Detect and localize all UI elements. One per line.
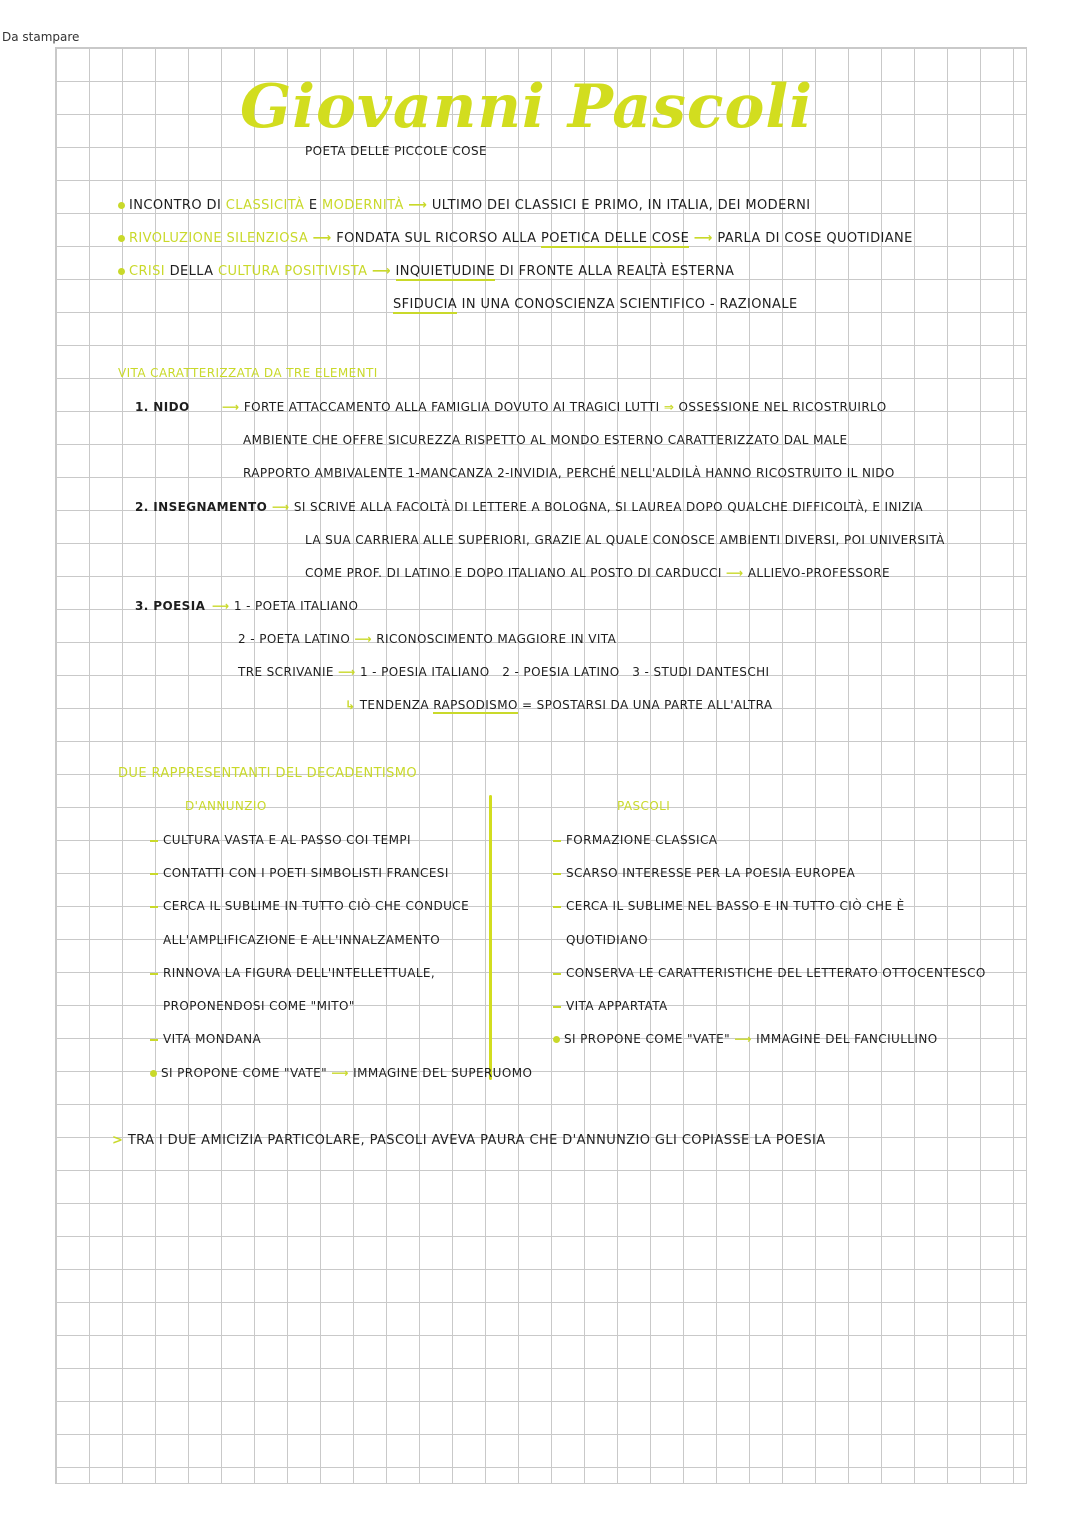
bullet-dot-icon bbox=[553, 1036, 560, 1043]
insegnamento-label: 2. INSEGNAMENTO bbox=[135, 500, 268, 514]
pascoli-item bbox=[553, 966, 986, 980]
text: DI FRONTE ALLA REALTÀ ESTERNA bbox=[499, 264, 735, 279]
nido-line-2: AMBIENTE CHE OFFRE SICUREZZA RISPETTO AL MONDO ESTERNO CARATTERIZZATO DAL MALE bbox=[243, 433, 848, 447]
dash-bullet-icon bbox=[553, 906, 561, 908]
arrow-right-icon: ⟶ bbox=[354, 632, 373, 646]
text: INCONTRO DI bbox=[129, 198, 222, 213]
text: CRISI bbox=[129, 264, 166, 279]
dannunzio-vate bbox=[150, 1066, 532, 1080]
text: = SPOSTARSI DA UNA PARTE ALL'ALTRA bbox=[522, 698, 773, 712]
pascoli-item bbox=[553, 833, 717, 847]
dash-bullet-icon bbox=[150, 973, 158, 975]
arrow-right-icon: ⟶ bbox=[693, 231, 713, 246]
pascoli-item bbox=[553, 999, 668, 1013]
text: 2 - POESIA LATINO bbox=[502, 665, 620, 679]
page-title: Giovanni Pascoli bbox=[240, 72, 814, 142]
text: POETICA DELLE COSE bbox=[541, 231, 690, 246]
text: SFIDUCIA bbox=[393, 297, 458, 312]
text: CULTURA VASTA E AL PASSO COI TEMPI bbox=[163, 833, 411, 847]
insegnamento-line-1 bbox=[272, 500, 923, 514]
dannunzio-title: D'ANNUNZIO bbox=[185, 799, 267, 813]
text: CULTURA POSITIVISTA bbox=[218, 264, 368, 279]
arrow-right-icon: ⟶ bbox=[338, 665, 356, 679]
corner-note: Da stampare bbox=[2, 30, 80, 44]
text: IN UNA CONOSCIENZA SCIENTIFICO - RAZIONALE bbox=[461, 297, 798, 312]
text: COME PROF. DI LATINO E DOPO ITALIANO AL POSTO DI CARDUCCI bbox=[305, 566, 722, 580]
arrow-right-icon: ⟶ bbox=[726, 566, 744, 580]
text: RAPSODISMO bbox=[433, 698, 518, 712]
dannunzio-item bbox=[150, 899, 469, 913]
insegnamento-line-2: LA SUA CARRIERA ALLE SUPERIORI, GRAZIE AL QUALE CONOSCE AMBIENTI DIVERSI, POI UNIVERSITÀ bbox=[305, 533, 945, 547]
dannunzio-item bbox=[150, 866, 449, 880]
dannunzio-item-cont: PROPONENDOSI COME "MITO" bbox=[163, 999, 355, 1013]
text: 1 - POESIA ITALIANO bbox=[359, 665, 490, 679]
intro-line-4 bbox=[393, 297, 798, 312]
text: E bbox=[308, 198, 318, 213]
dash-bullet-icon bbox=[150, 840, 158, 842]
bullet-dot-icon bbox=[118, 202, 125, 209]
pascoli-item-cont: QUOTIDIANO bbox=[566, 933, 648, 947]
text: SCARSO INTERESSE PER LA POESIA EUROPEA bbox=[566, 866, 856, 880]
text: TENDENZA bbox=[359, 698, 430, 712]
pascoli-title: PASCOLI bbox=[617, 799, 671, 813]
dash-bullet-icon bbox=[150, 1039, 158, 1041]
nido-line-3: RAPPORTO AMBIVALENTE 1-MANCANZA 2-INVIDIA, PERCHÉ NELL'ALDILÀ HANNO RICOSTRUITO IL NIDO bbox=[243, 466, 895, 480]
text: DELLA bbox=[169, 264, 214, 279]
text: MODERNITÀ bbox=[322, 198, 404, 213]
text: TRA I DUE AMICIZIA PARTICOLARE, PASCOLI AVEVA PAURA CHE D'ANNUNZIO GLI COPIASSE LA POESIA bbox=[127, 1133, 826, 1148]
insegnamento-line-3 bbox=[305, 566, 890, 580]
arrow-right-icon: ⟶ bbox=[331, 1066, 349, 1080]
decadentismo-heading: DUE RAPPRESENTANTI DEL DECADENTISMO bbox=[118, 766, 418, 781]
dash-bullet-icon bbox=[150, 873, 158, 875]
dannunzio-item bbox=[150, 966, 435, 980]
pascoli-item bbox=[553, 866, 855, 880]
bullet-dot-icon bbox=[150, 1070, 157, 1077]
text: IMMAGINE DEL FANCIULLINO bbox=[756, 1032, 938, 1046]
text: 3 - STUDI DANTESCHI bbox=[632, 665, 770, 679]
text: SI PROPONE COME "VATE" bbox=[161, 1066, 328, 1080]
dannunzio-item-cont: ALL'AMPLIFICAZIONE E ALL'INNALZAMENTO bbox=[163, 933, 441, 947]
text: CERCA IL SUBLIME IN TUTTO CIÒ CHE CONDUCE bbox=[163, 899, 470, 913]
nido-line-1 bbox=[222, 400, 887, 414]
nido-label: 1. NIDO bbox=[135, 400, 190, 414]
text: SI PROPONE COME "VATE" bbox=[564, 1032, 731, 1046]
arrow-right-icon: ⟶ bbox=[734, 1032, 752, 1046]
page-subtitle: POETA DELLE PICCOLE COSE bbox=[305, 144, 487, 158]
text: VITA MONDANA bbox=[163, 1032, 262, 1046]
poesia-label: 3. POESIA bbox=[135, 599, 206, 613]
text: CONSERVA LE CARATTERISTICHE DEL LETTERATO OTTOCENTESCO bbox=[566, 966, 986, 980]
bullet-dot-icon bbox=[118, 235, 125, 242]
arrow-right-icon: ⟶ bbox=[222, 400, 240, 414]
text: RICONOSCIMENTO MAGGIORE IN VITA bbox=[376, 632, 617, 646]
text: SI SCRIVE ALLA FACOLTÀ DI LETTERE A BOLOGNA, SI LAUREA DOPO QUALCHE DIFFICOLTÀ, E INIZIA bbox=[293, 500, 923, 514]
text: TRE SCRIVANIE bbox=[238, 665, 334, 679]
text: FORTE ATTACCAMENTO ALLA FAMIGLIA DOVUTO AI TRAGICI LUTTI bbox=[243, 400, 660, 414]
arrow-right-icon: ⟶ bbox=[371, 264, 391, 279]
text: INQUIETUDINE bbox=[395, 264, 495, 279]
arrow-down-right-icon: ↳ bbox=[345, 698, 356, 712]
dannunzio-item bbox=[150, 1032, 261, 1046]
poesia-line-2 bbox=[238, 632, 616, 646]
dash-bullet-icon bbox=[553, 873, 561, 875]
text: FORMAZIONE CLASSICA bbox=[566, 833, 718, 847]
text: RIVOLUZIONE SILENZIOSA bbox=[129, 231, 309, 246]
arrow-right-icon: ⟶ bbox=[408, 198, 428, 213]
arrow-right-icon: ⟶ bbox=[272, 500, 290, 514]
text: CERCA IL SUBLIME NEL BASSO E IN TUTTO CIÒ CHE È bbox=[566, 899, 905, 913]
column-divider bbox=[489, 795, 492, 1080]
footer-note bbox=[112, 1133, 826, 1148]
text: 2 - POETA LATINO bbox=[238, 632, 351, 646]
dannunzio-item bbox=[150, 833, 411, 847]
text: PARLA DI COSE QUOTIDIANE bbox=[717, 231, 913, 246]
text: FONDATA SUL RICORSO ALLA bbox=[336, 231, 537, 246]
text: RINNOVA LA FIGURA DELL'INTELLETTUALE, bbox=[163, 966, 436, 980]
text: 1 - POETA ITALIANO bbox=[233, 599, 359, 613]
intro-line-3 bbox=[118, 264, 734, 279]
dash-bullet-icon bbox=[553, 1006, 561, 1008]
poesia-line-4 bbox=[345, 698, 773, 712]
arrow-right-icon: ⟶ bbox=[212, 599, 230, 613]
intro-line-2 bbox=[118, 231, 913, 246]
dash-bullet-icon bbox=[150, 906, 158, 908]
intro-line-1 bbox=[118, 198, 811, 213]
text: VITA APPARTATA bbox=[566, 999, 668, 1013]
bullet-dot-icon bbox=[118, 268, 125, 275]
dash-bullet-icon bbox=[553, 840, 561, 842]
poesia-line-3 bbox=[238, 665, 769, 679]
text: IMMAGINE DEL SUPERUOMO bbox=[353, 1066, 533, 1080]
chevron-right-icon: > bbox=[112, 1133, 124, 1148]
implies-arrow-icon: ⇒ bbox=[663, 400, 675, 414]
text: OSSESSIONE NEL RICOSTRUIRLO bbox=[678, 400, 887, 414]
poesia-line-1 bbox=[212, 599, 358, 613]
pascoli-vate bbox=[553, 1032, 938, 1046]
vita-heading: VITA CARATTERIZZATA DA TRE ELEMENTI bbox=[118, 366, 378, 380]
text: ALLIEVO-PROFESSORE bbox=[747, 566, 890, 580]
text: CONTATTI CON I POETI SIMBOLISTI FRANCESI bbox=[163, 866, 449, 880]
dash-bullet-icon bbox=[553, 973, 561, 975]
text: ULTIMO DEI CLASSICI E PRIMO, IN ITALIA, DEI MODERNI bbox=[431, 198, 811, 213]
arrow-right-icon: ⟶ bbox=[312, 231, 332, 246]
pascoli-item bbox=[553, 899, 905, 913]
text: CLASSICITÀ bbox=[225, 198, 305, 213]
